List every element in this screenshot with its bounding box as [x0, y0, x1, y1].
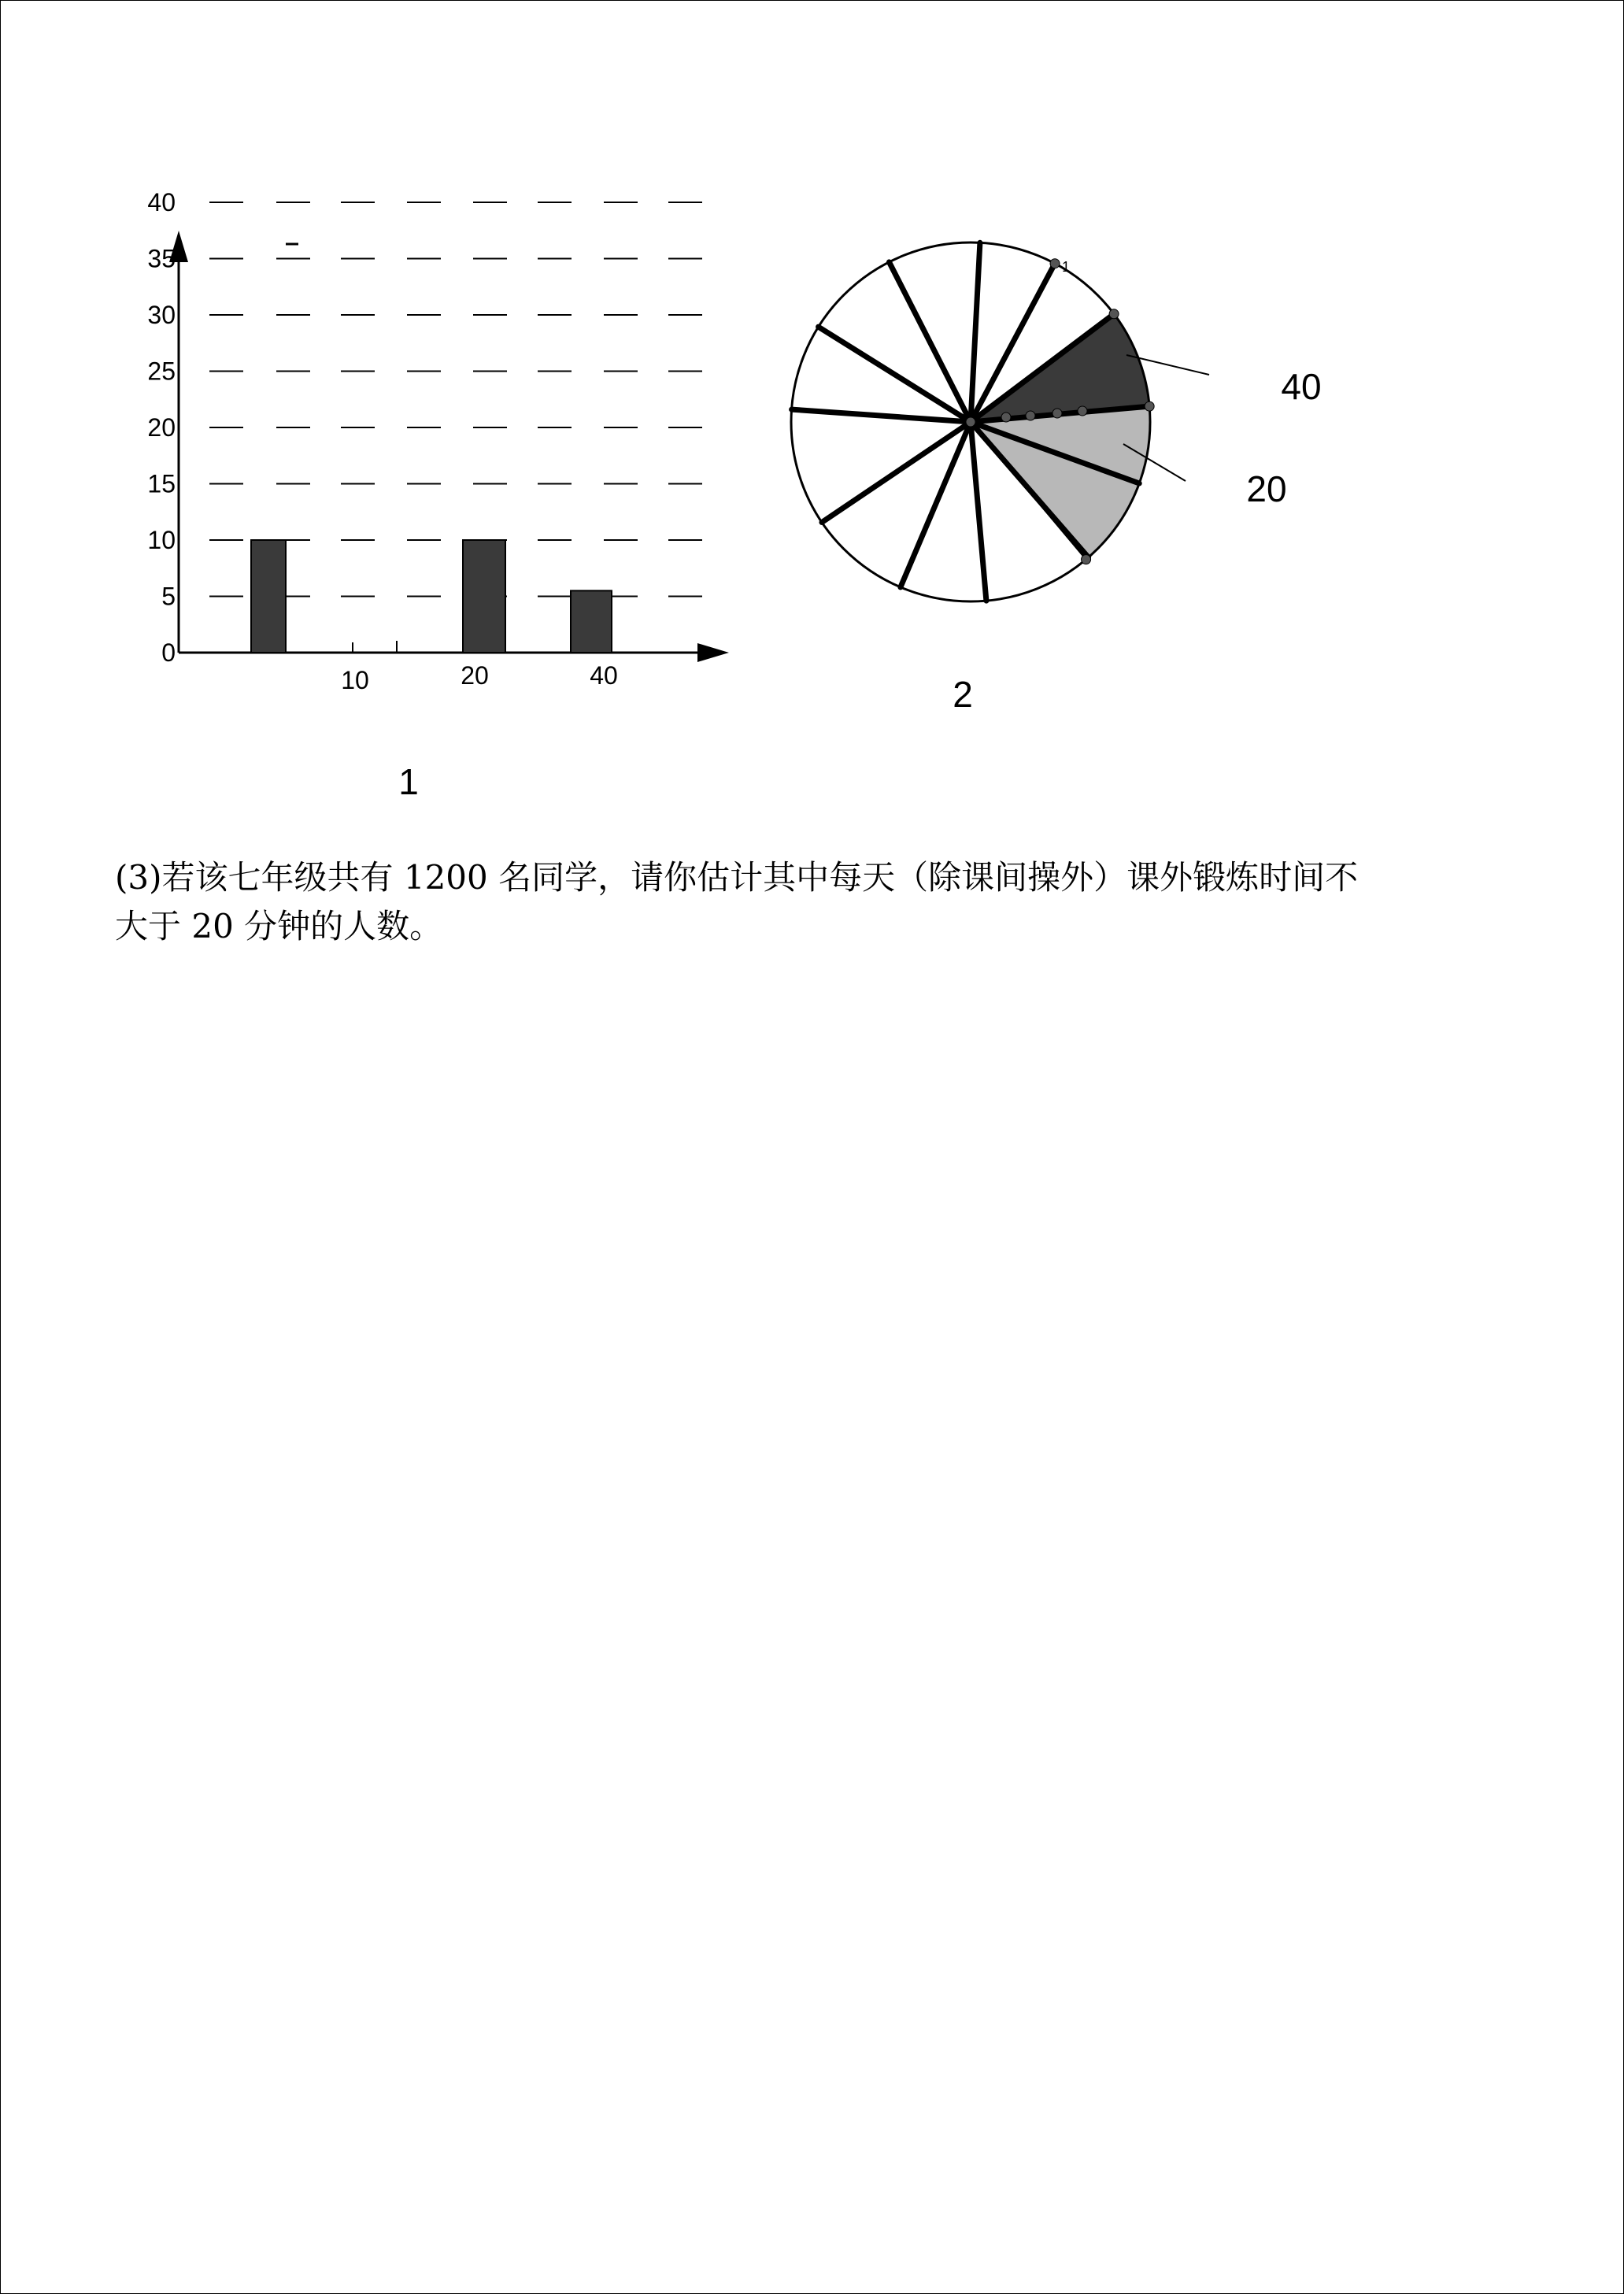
question-text — [115, 853, 1524, 951]
x-label-10: 10 — [341, 666, 369, 694]
construction-dot — [1001, 413, 1011, 422]
construction-dot — [1050, 259, 1060, 268]
y-tick-label: 30 — [147, 301, 176, 329]
x-label-40: 40 — [590, 661, 618, 690]
y-tick-label: 25 — [147, 357, 176, 386]
construction-dot — [966, 417, 975, 427]
y-tick-label: 35 — [147, 244, 176, 273]
construction-dot — [1078, 406, 1087, 416]
construction-dot — [1026, 411, 1035, 420]
pie-label-40: 40 — [1281, 366, 1322, 407]
y-tick-label: 5 — [161, 582, 176, 611]
pie-chart-figure — [1, 1, 1624, 851]
figure-1-caption: 1 — [398, 761, 419, 802]
y-tick-label: 40 — [147, 188, 176, 216]
pie-spoke — [971, 422, 986, 601]
y-tick-label: 10 — [147, 526, 176, 554]
pie-spoke — [971, 242, 980, 422]
y-tick-label: 0 — [161, 638, 176, 667]
pie-label-20: 20 — [1246, 468, 1287, 509]
construction-dot — [1052, 409, 1062, 418]
construction-dot — [1109, 309, 1119, 319]
question-line-1: (3)若该七年级共有 1200 名同学，请你估计其中每天（除课间操外）课外锻炼时间不 — [115, 858, 1359, 897]
question-line-2: 大于 20 分钟的人数。 — [115, 907, 443, 945]
pie-spoke — [792, 409, 971, 422]
construction-dot — [1145, 401, 1154, 411]
x-label-20: 20 — [461, 661, 489, 690]
y-tick-label: 15 — [147, 469, 176, 498]
construction-dot — [1082, 555, 1091, 564]
pie-tiny-label: 1 — [1062, 259, 1071, 275]
figure-2-caption: 2 — [953, 674, 973, 715]
y-tick-label: 20 — [147, 413, 176, 442]
